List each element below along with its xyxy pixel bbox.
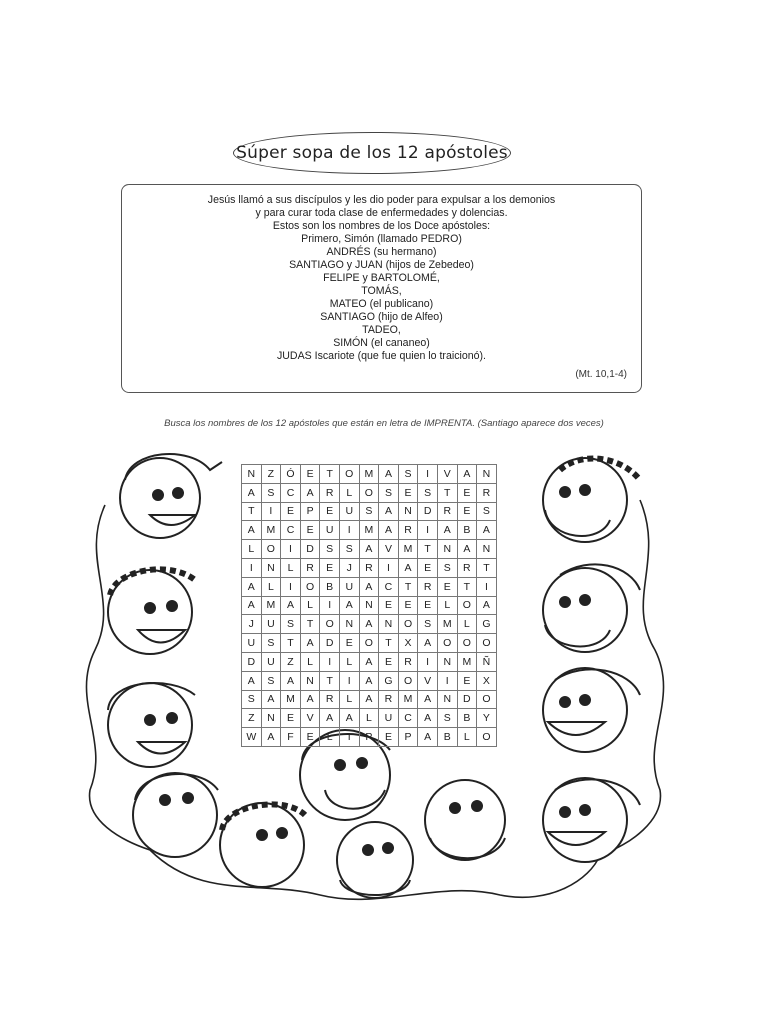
grid-letter-cell[interactable]: A — [242, 521, 262, 540]
grid-letter-cell[interactable]: T — [457, 577, 477, 596]
grid-letter-cell[interactable]: I — [281, 577, 301, 596]
grid-letter-cell[interactable]: A — [281, 596, 301, 615]
grid-row — [242, 709, 497, 728]
grid-letter-cell[interactable]: Z — [281, 652, 301, 671]
passage-line: Primero, Simón (llamado PEDRO) — [301, 233, 462, 245]
grid-letter-cell[interactable]: S — [320, 540, 340, 559]
grid-letter-cell[interactable]: R — [320, 483, 340, 502]
grid-letter-cell[interactable]: E — [398, 483, 418, 502]
grid-letter-cell[interactable]: A — [359, 652, 379, 671]
grid-letter-cell[interactable]: I — [418, 521, 438, 540]
grid-row — [242, 502, 497, 521]
grid-letter-cell[interactable]: U — [339, 577, 359, 596]
passage-line: TOMÁS, — [361, 285, 402, 297]
apostle-face-right-2 — [543, 564, 640, 652]
grid-letter-cell[interactable]: I — [418, 652, 438, 671]
grid-letter-cell[interactable]: R — [359, 558, 379, 577]
apostle-face-right-3 — [543, 668, 640, 752]
grid-letter-cell[interactable]: R — [418, 577, 438, 596]
grid-letter-cell[interactable]: R — [437, 502, 457, 521]
grid-letter-cell[interactable]: R — [300, 558, 320, 577]
grid-letter-cell[interactable]: O — [457, 634, 477, 653]
grid-letter-cell[interactable]: J — [242, 615, 262, 634]
grid-letter-cell[interactable]: T — [418, 540, 438, 559]
grid-letter-cell[interactable]: T — [300, 615, 320, 634]
grid-letter-cell[interactable]: R — [379, 690, 399, 709]
apostle-face-left-2 — [108, 569, 195, 654]
grid-letter-cell[interactable]: S — [359, 502, 379, 521]
grid-letter-cell[interactable]: I — [339, 521, 359, 540]
grid-row — [242, 652, 497, 671]
grid-letter-cell[interactable]: O — [339, 465, 359, 484]
apostle-face-right-1 — [543, 458, 640, 542]
grid-letter-cell[interactable]: S — [398, 465, 418, 484]
grid-letter-cell[interactable]: O — [477, 728, 497, 747]
grid-letter-cell[interactable]: B — [437, 728, 457, 747]
grid-letter-cell[interactable]: N — [261, 709, 281, 728]
grid-letter-cell[interactable]: C — [398, 709, 418, 728]
grid-letter-cell[interactable]: Z — [261, 465, 281, 484]
grid-letter-cell[interactable]: N — [379, 615, 399, 634]
grid-row — [242, 577, 497, 596]
grid-letter-cell[interactable]: A — [242, 671, 262, 690]
grid-row — [242, 690, 497, 709]
grid-letter-cell[interactable]: I — [320, 652, 340, 671]
grid-letter-cell[interactable]: E — [457, 502, 477, 521]
grid-letter-cell[interactable]: G — [477, 615, 497, 634]
word-search-grid — [241, 464, 497, 747]
grid-letter-cell[interactable]: P — [300, 502, 320, 521]
grid-letter-cell[interactable]: S — [477, 502, 497, 521]
grid-letter-cell[interactable]: S — [379, 483, 399, 502]
grid-letter-cell[interactable]: I — [477, 577, 497, 596]
grid-letter-cell[interactable]: A — [457, 465, 477, 484]
grid-letter-cell[interactable]: E — [457, 671, 477, 690]
grid-letter-cell[interactable]: T — [398, 577, 418, 596]
grid-letter-cell[interactable]: E — [457, 483, 477, 502]
passage-line: Jesús llamó a sus discípulos y les dio poder para expulsar a los demonios — [207, 194, 556, 206]
grid-letter-cell[interactable]: N — [437, 540, 457, 559]
grid-letter-cell[interactable]: E — [281, 502, 301, 521]
grid-letter-cell[interactable]: N — [477, 465, 497, 484]
grid-row — [242, 728, 497, 747]
grid-letter-cell[interactable]: L — [320, 728, 340, 747]
grid-letter-cell[interactable]: N — [261, 558, 281, 577]
grid-letter-cell[interactable]: I — [379, 558, 399, 577]
grid-letter-cell[interactable]: A — [320, 709, 340, 728]
grid-letter-cell[interactable]: A — [359, 615, 379, 634]
grid-letter-cell[interactable]: A — [398, 558, 418, 577]
passage-line: SANTIAGO y JUAN (hijos de Zebedeo) — [289, 259, 474, 271]
grid-letter-cell[interactable]: M — [398, 690, 418, 709]
grid-letter-cell[interactable]: R — [457, 558, 477, 577]
grid-letter-cell[interactable]: N — [339, 615, 359, 634]
grid-letter-cell[interactable]: O — [457, 596, 477, 615]
grid-letter-cell[interactable]: G — [379, 671, 399, 690]
grid-letter-cell[interactable]: O — [359, 483, 379, 502]
grid-row — [242, 521, 497, 540]
grid-letter-cell[interactable]: I — [418, 465, 438, 484]
grid-row — [242, 615, 497, 634]
grid-letter-cell[interactable]: O — [320, 615, 340, 634]
apostle-face-bottom-5 — [425, 780, 505, 860]
grid-letter-cell[interactable]: A — [437, 521, 457, 540]
grid-letter-cell[interactable]: L — [457, 615, 477, 634]
grid-letter-cell[interactable]: E — [320, 558, 340, 577]
grid-letter-cell[interactable]: S — [261, 671, 281, 690]
grid-letter-cell[interactable]: O — [359, 634, 379, 653]
grid-letter-cell[interactable]: V — [437, 465, 457, 484]
grid-letter-cell[interactable]: T — [281, 634, 301, 653]
grid-letter-cell[interactable]: A — [418, 709, 438, 728]
grid-letter-cell[interactable]: A — [359, 671, 379, 690]
grid-letter-cell[interactable]: A — [242, 483, 262, 502]
grid-letter-cell[interactable]: Y — [477, 709, 497, 728]
grid-letter-cell[interactable]: E — [339, 634, 359, 653]
grid-letter-cell[interactable]: R — [398, 652, 418, 671]
grid-letter-cell[interactable]: E — [398, 596, 418, 615]
grid-letter-cell[interactable]: A — [339, 709, 359, 728]
grid-letter-cell[interactable]: A — [379, 502, 399, 521]
grid-letter-cell[interactable]: U — [261, 615, 281, 634]
grid-letter-cell[interactable]: I — [339, 671, 359, 690]
grid-letter-cell[interactable]: A — [359, 540, 379, 559]
grid-letter-cell[interactable]: I — [281, 540, 301, 559]
grid-letter-cell[interactable]: D — [418, 502, 438, 521]
grid-letter-cell[interactable]: V — [379, 540, 399, 559]
grid-letter-cell[interactable]: D — [457, 690, 477, 709]
grid-letter-cell[interactable]: L — [437, 596, 457, 615]
grid-letter-cell[interactable]: X — [477, 671, 497, 690]
grid-row — [242, 465, 497, 484]
citation: (Mt. 10,1-4) — [575, 369, 627, 380]
grid-letter-cell[interactable]: Ñ — [477, 652, 497, 671]
grid-letter-cell[interactable]: L — [300, 596, 320, 615]
grid-letter-cell[interactable]: A — [418, 728, 438, 747]
grid-letter-cell[interactable]: A — [281, 671, 301, 690]
grid-letter-cell[interactable]: M — [398, 540, 418, 559]
grid-letter-cell[interactable]: N — [437, 652, 457, 671]
passage-line: ANDRÉS (su hermano) — [326, 246, 437, 258]
grid-letter-cell[interactable]: O — [398, 615, 418, 634]
grid-letter-cell[interactable]: N — [398, 502, 418, 521]
grid-letter-cell[interactable]: P — [359, 728, 379, 747]
grid-letter-cell[interactable]: L — [300, 652, 320, 671]
grid-letter-cell[interactable]: A — [359, 577, 379, 596]
apostle-face-right-4 — [543, 778, 640, 862]
grid-letter-cell[interactable]: S — [281, 615, 301, 634]
grid-letter-cell[interactable]: E — [379, 596, 399, 615]
grid-letter-cell[interactable]: T — [242, 502, 262, 521]
grid-letter-cell[interactable]: E — [300, 465, 320, 484]
passage-line: TADEO, — [362, 324, 401, 336]
grid-letter-cell[interactable]: L — [457, 728, 477, 747]
grid-row — [242, 540, 497, 559]
passage-line: y para curar toda clase de enfermedades y dolencias. — [255, 207, 508, 219]
grid-letter-cell[interactable]: P — [398, 728, 418, 747]
apostle-face-bottom-2 — [220, 803, 305, 887]
passage-line: FELIPE y BARTOLOMÉ, — [323, 272, 440, 284]
grid-letter-cell[interactable]: O — [398, 671, 418, 690]
grid-letter-cell[interactable]: D — [320, 634, 340, 653]
grid-letter-cell[interactable]: R — [398, 521, 418, 540]
grid-letter-cell[interactable]: E — [281, 709, 301, 728]
passage-line: MATEO (el publicano) — [329, 298, 434, 310]
apostle-face-left-1 — [120, 454, 222, 538]
grid-letter-cell[interactable]: I — [437, 671, 457, 690]
grid-letter-cell[interactable]: S — [261, 483, 281, 502]
grid-letter-cell[interactable]: U — [242, 634, 262, 653]
grid-letter-cell[interactable]: T — [320, 671, 340, 690]
grid-letter-cell[interactable]: N — [477, 540, 497, 559]
grid-letter-cell[interactable]: M — [437, 615, 457, 634]
grid-letter-cell[interactable]: O — [261, 540, 281, 559]
grid-letter-cell[interactable]: E — [320, 502, 340, 521]
grid-letter-cell[interactable]: A — [242, 577, 262, 596]
grid-letter-cell[interactable]: B — [457, 521, 477, 540]
grid-letter-cell[interactable]: I — [339, 728, 359, 747]
grid-letter-cell[interactable]: M — [457, 652, 477, 671]
grid-letter-cell[interactable]: B — [457, 709, 477, 728]
grid-letter-cell[interactable]: L — [339, 690, 359, 709]
grid-letter-cell[interactable]: R — [477, 483, 497, 502]
grid-letter-cell[interactable]: L — [261, 577, 281, 596]
grid-letter-cell[interactable]: O — [300, 577, 320, 596]
grid-letter-cell[interactable]: T — [437, 483, 457, 502]
passage-line: Estos son los nombres de los Doce apóstoles: — [272, 220, 491, 232]
grid-letter-cell[interactable]: M — [359, 465, 379, 484]
grid-letter-cell[interactable]: C — [281, 521, 301, 540]
passage-line: JUDAS Iscariote (que fue quien lo traicionó). — [276, 350, 487, 362]
grid-letter-cell[interactable]: N — [359, 596, 379, 615]
grid-letter-cell[interactable]: E — [300, 521, 320, 540]
passage-line: SIMÓN (el cananeo) — [333, 337, 430, 349]
grid-letter-cell[interactable]: J — [339, 558, 359, 577]
grid-letter-cell[interactable]: U — [379, 709, 399, 728]
grid-letter-cell[interactable]: A — [477, 521, 497, 540]
grid-letter-cell[interactable]: D — [242, 652, 262, 671]
apostle-face-bottom-4 — [337, 822, 413, 898]
grid-letter-cell[interactable]: S — [437, 709, 457, 728]
grid-row — [242, 671, 497, 690]
grid-letter-cell[interactable]: V — [418, 671, 438, 690]
grid-letter-cell[interactable]: A — [418, 690, 438, 709]
grid-row — [242, 483, 497, 502]
grid-letter-cell[interactable]: E — [418, 596, 438, 615]
grid-letter-cell[interactable]: E — [418, 558, 438, 577]
grid-letter-cell[interactable]: S — [242, 690, 262, 709]
grid-letter-cell[interactable]: M — [281, 690, 301, 709]
grid-letter-cell[interactable]: L — [281, 558, 301, 577]
grid-letter-cell[interactable]: L — [359, 709, 379, 728]
grid-letter-cell[interactable]: O — [477, 690, 497, 709]
grid-letter-cell[interactable]: A — [418, 634, 438, 653]
grid-letter-cell[interactable]: U — [339, 502, 359, 521]
grid-letter-cell[interactable]: U — [261, 652, 281, 671]
grid-letter-cell[interactable]: L — [242, 540, 262, 559]
grid-letter-cell[interactable]: A — [300, 690, 320, 709]
grid-letter-cell[interactable]: S — [418, 615, 438, 634]
grid-letter-cell[interactable]: M — [261, 521, 281, 540]
grid-letter-cell[interactable]: X — [398, 634, 418, 653]
grid-letter-cell[interactable]: E — [379, 728, 399, 747]
grid-letter-cell[interactable]: I — [320, 596, 340, 615]
grid-row — [242, 596, 497, 615]
grid-letter-cell[interactable]: N — [242, 465, 262, 484]
grid-letter-cell[interactable]: A — [300, 634, 320, 653]
grid-letter-cell[interactable]: Z — [242, 709, 262, 728]
grid-letter-cell[interactable]: A — [339, 596, 359, 615]
grid-letter-cell[interactable]: L — [339, 652, 359, 671]
grid-letter-cell[interactable]: R — [320, 690, 340, 709]
grid-row — [242, 634, 497, 653]
grid-letter-cell[interactable]: A — [379, 465, 399, 484]
grid-row — [242, 558, 497, 577]
grid-letter-cell[interactable]: T — [477, 558, 497, 577]
grid-letter-cell[interactable]: E — [300, 728, 320, 747]
passage-line: SANTIAGO (hijo de Alfeo) — [320, 311, 443, 323]
grid-letter-cell[interactable]: B — [320, 577, 340, 596]
grid-letter-cell[interactable]: A — [379, 521, 399, 540]
grid-letter-cell[interactable]: A — [300, 483, 320, 502]
grid-letter-cell[interactable]: I — [242, 558, 262, 577]
grid-letter-cell[interactable]: A — [261, 690, 281, 709]
grid-letter-cell[interactable]: S — [437, 558, 457, 577]
grid-letter-cell[interactable]: U — [320, 521, 340, 540]
grid-letter-cell[interactable]: N — [300, 671, 320, 690]
grid-letter-cell[interactable]: C — [281, 483, 301, 502]
grid-letter-cell[interactable]: L — [339, 483, 359, 502]
grid-letter-cell[interactable]: E — [437, 577, 457, 596]
grid-letter-cell[interactable]: T — [320, 465, 340, 484]
grid-letter-cell[interactable]: A — [477, 596, 497, 615]
grid-letter-cell[interactable]: S — [339, 540, 359, 559]
grid-letter-cell[interactable]: I — [261, 502, 281, 521]
grid-letter-cell[interactable]: T — [379, 634, 399, 653]
grid-letter-cell[interactable]: A — [261, 728, 281, 747]
grid-letter-cell[interactable]: M — [261, 596, 281, 615]
grid-letter-cell[interactable]: O — [477, 634, 497, 653]
grid-letter-cell[interactable]: A — [359, 690, 379, 709]
grid-letter-cell[interactable]: A — [457, 540, 477, 559]
instruction-text: Busca los nombres de los 12 apóstoles que están en letra de IMPRENTA. (Santiago aparece dos veces) — [164, 418, 604, 429]
grid-letter-cell[interactable]: M — [359, 521, 379, 540]
grid-letter-cell[interactable]: A — [242, 596, 262, 615]
grid-letter-cell[interactable]: Ó — [281, 465, 301, 484]
grid-letter-cell[interactable]: D — [300, 540, 320, 559]
grid-letter-cell[interactable]: S — [418, 483, 438, 502]
apostle-face-left-3 — [108, 683, 195, 767]
grid-letter-cell[interactable]: V — [300, 709, 320, 728]
grid-letter-cell[interactable]: F — [281, 728, 301, 747]
grid-letter-cell[interactable]: E — [379, 652, 399, 671]
grid-letter-cell[interactable]: S — [261, 634, 281, 653]
apostle-face-bottom-1 — [133, 773, 218, 857]
grid-letter-cell[interactable]: W — [242, 728, 262, 747]
grid-letter-cell[interactable]: C — [379, 577, 399, 596]
grid-letter-cell[interactable]: N — [437, 690, 457, 709]
grid-letter-cell[interactable]: O — [437, 634, 457, 653]
page-title: Súper sopa de los 12 apóstoles — [236, 143, 508, 163]
